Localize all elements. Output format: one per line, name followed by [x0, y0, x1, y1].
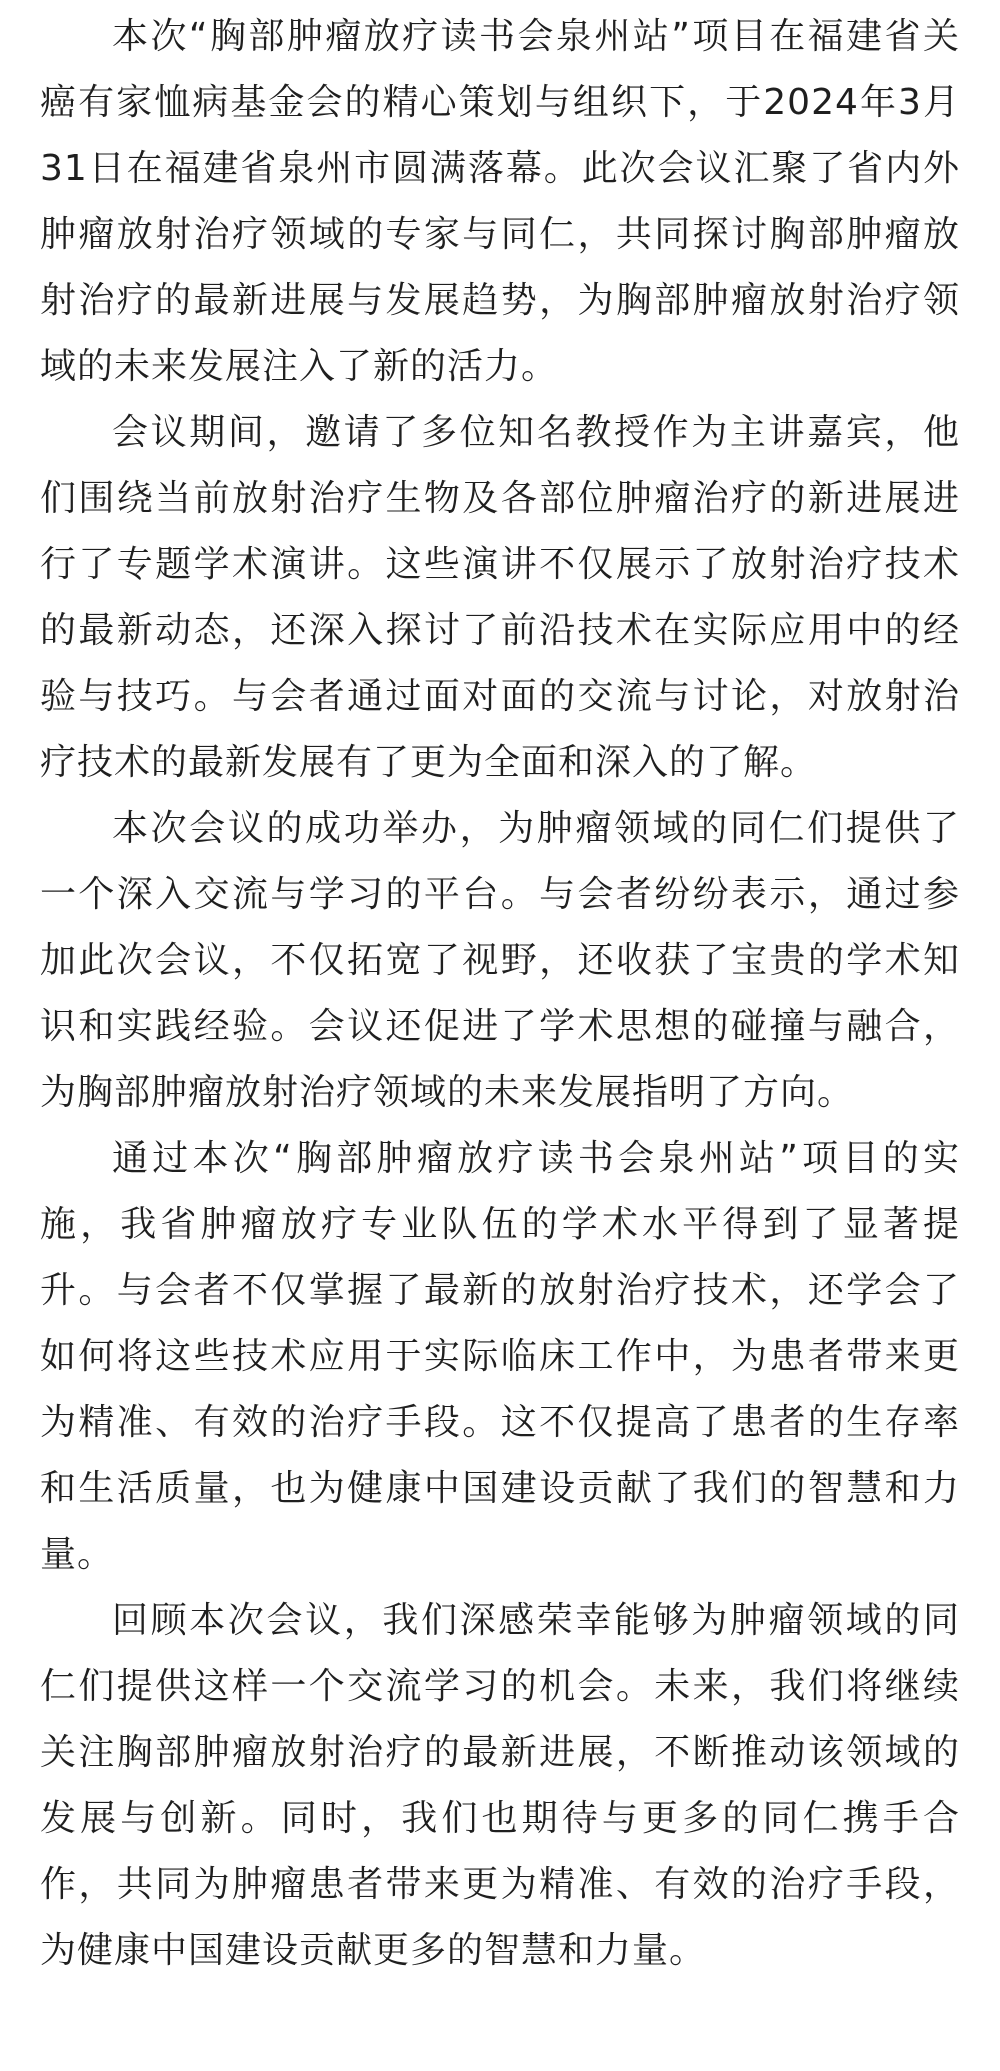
article-paragraph-1: 本次“胸部肿瘤放疗读书会泉州站”项目在福建省关癌有家恤病基金会的精心策划与组织下，于2024年3月31日在福建省泉州市圆满落幕。此次会议汇聚了省内外肿瘤放射治疗领域的专家与同仁，共同探讨胸部肿瘤放射治疗的最新进展与发展趋势，为胸部肿瘤放射治疗领域的未来发展注入了新的活力。	[40, 16, 960, 387]
article-paragraph-2: 会议期间，邀请了多位知名教授作为主讲嘉宾，他们围绕当前放射治疗生物及各部位肿瘤治疗的新进展进行了专题学术演讲。这些演讲不仅展示了放射治疗技术的最新动态，还深入探讨了前沿技术在实际应用中的经验与技巧。与会者通过面对面的交流与讨论，对放射治疗技术的最新发展有了更为全面和深入的了解。	[40, 412, 960, 783]
article-paragraph-5: 回顾本次会议，我们深感荣幸能够为肿瘤领域的同仁们提供这样一个交流学习的机会。未来，我们将继续关注胸部肿瘤放射治疗的最新进展，不断推动该领域的发展与创新。同时，我们也期待与更多的同仁携手合作，共同为肿瘤患者带来更为精准、有效的治疗手段，为健康中国建设贡献更多的智慧和力量。	[40, 1600, 960, 1971]
article-body	[0, 4, 1000, 1984]
article-paragraph-3: 本次会议的成功举办，为肿瘤领域的同仁们提供了一个深入交流与学习的平台。与会者纷纷表示，通过参加此次会议，不仅拓宽了视野，还收获了宝贵的学术知识和实践经验。会议还促进了学术思想的碰撞与融合，为胸部肿瘤放射治疗领域的未来发展指明了方向。	[40, 808, 960, 1113]
article-paragraph-4: 通过本次“胸部肿瘤放疗读书会泉州站”项目的实施，我省肿瘤放疗专业队伍的学术水平得到了显著提升。与会者不仅掌握了最新的放射治疗技术，还学会了如何将这些技术应用于实际临床工作中，为患者带来更为精准、有效的治疗手段。这不仅提高了患者的生存率和生活质量，也为健康中国建设贡献了我们的智慧和力量。	[40, 1138, 960, 1575]
